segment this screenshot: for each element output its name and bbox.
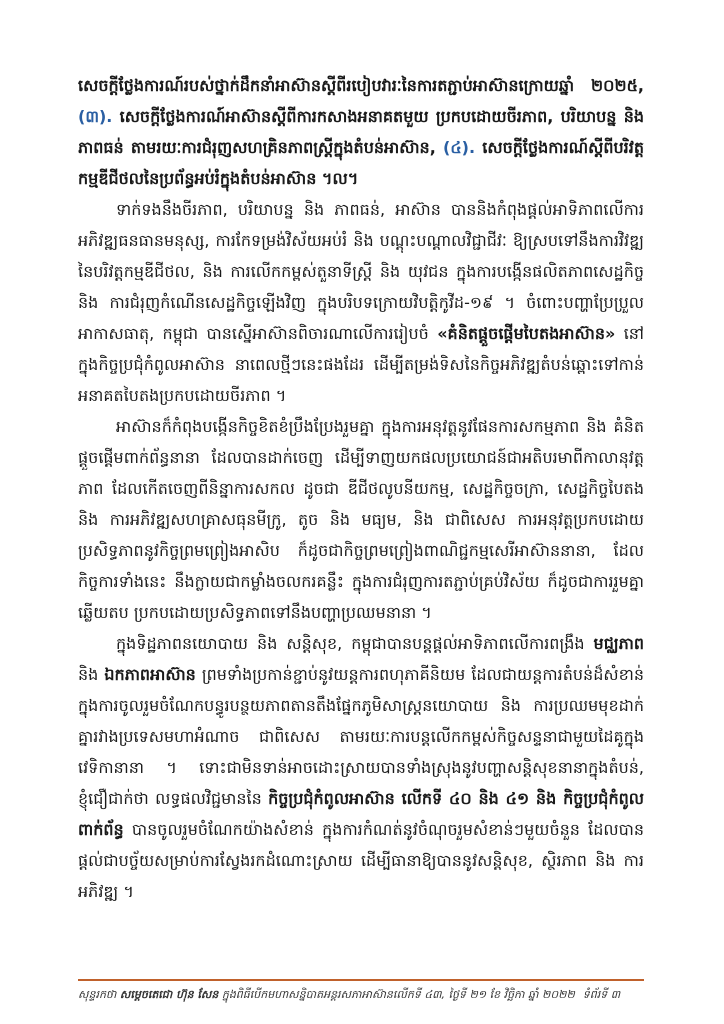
sustainability-text-1: ទាក់ទងនឹងចីរភាព, បរិយាបន្ន និង ភាពធន់, អាស៊ាន បាននិងកំពុងផ្តល់អាទិភាពលើការអភិវឌ្ឍធនធានមនុស្ស, ការកែទម្រង់វិស័យអប់រំ និង បណ្តុះបណ្តាលវិជ្ជាជីវៈ ឱ្យស្របទៅនឹងការវិវឌ្ឍនៃបរិវត្តកម្មឌីជីថល, និង ការលើកកម្ពស់តួនាទីស្ត្រី និង យុវជន ក្នុងការបង្កើនផលិតភាពសេដ្ឋកិច្ច និង ការជំរុញកំណើនសេដ្ឋកិច្ចឡើងវិញ ក្នុងបរិបទក្រោយវិបត្តិកូវីដ-១៩ ។ ចំពោះបញ្ហាប្រែប្រួលអាកាសធាតុ, កម្ពុជា បានស្នើអាស៊ានពិចារណាលើការរៀបចំ [78,200,644,343]
footer-prefix: សុន្ទរកថា [78,988,120,1001]
paragraph-politics-security [78,628,644,907]
asean-unity-term: ឯកភាពអាស៊ាន [104,665,196,684]
footer-divider [78,979,644,981]
paragraph-statements-list [78,70,644,194]
paragraph-economic-cooperation [78,411,644,628]
statement-women-entrepreneurship-text: សេចក្តីថ្លែងការណ៍អាស៊ានស្តីពីការកសាងអនាគតមួយ ប្រកបដោយចីរភាព, បរិយាបន្ន និង ភាពធន់ តាមរយៈការជំរុញសហគ្រិនភាពស្ត្រីក្នុងតំបន់អាស៊ាន, [78,107,644,157]
asean-centrality-term: មជ្ឈភាព [593,634,644,653]
sustainability-text-2: នៅក្នុងកិច្ចប្រជុំកំពូលអាស៊ាន នាពេលថ្មីៗនេះផងដែរ ដើម្បីតម្រង់ទិសនៃកិច្ចអភិវឌ្ឍតំបន់ឆ្ពោះទៅកាន់អនាគតបៃតងប្រកបដោយចីរភាព ។ [78,324,645,405]
footer-speaker: សម្តេចតេជោ ហ៊ុន សែន [119,988,219,1001]
politics-text-3: ព្រមទាំងប្រកាន់ខ្ជាប់នូវយន្តការពហុភាគីនិយម ដែលជាយន្តការតំបន់ដ៏សំខាន់ ក្នុងការចូលរួមចំណែកបន្ធូរបន្ថយភាពតានតឹងផ្នែកភូមិសាស្ត្រនយោបាយ និង ការប្រឈមមុខដាក់គ្នារវាងប្រទេសមហាអំណាច ជាពិសេស តាមរយៈការបន្តលើកកម្ពស់កិច្ចសន្ទនាជាមួយដៃគូក្នុងវេទិកានានា ។ ទោះជាមិនទាន់អាចដោះស្រាយបានទាំងស្រុងនូវបញ្ហាសន្តិសុខនានាក្នុងតំបន់, ខ្ញុំជឿជាក់ថា លទ្ធផលវិជ្ជមាននៃ [78,665,644,808]
item-number-4: (៤). [443,138,476,157]
document-body [78,70,644,965]
page-footer [78,987,644,1003]
item-number-3: (៣). [78,107,113,126]
page-number: ទំព័រទី ៣ [582,988,621,1001]
asean-green-initiative: «គំនិតផ្តួចផ្តើមបៃតងអាស៊ាន» [437,324,616,343]
asean-summit-reference: កិច្ចប្រជុំកំពូលអាស៊ាន លើកទី ៤០ និង ៤១ និង កិច្ចប្រជុំកំពូលពាក់ព័ន្ធ [78,789,644,839]
statement-connectivity-text: សេចក្តីថ្លែងការណ៍របស់ថ្នាក់ដឹកនាំអាស៊ានស្តីពីរបៀបវារៈនៃការតភ្ជាប់អាស៊ានក្រោយឆ្នាំ ២០២៥, [78,76,644,95]
politics-text-2: និង [78,665,105,684]
footer-event-text: ក្នុងពិធីបើកមហាសន្និបាតអន្តរសភាអាស៊ានលើកទី ៤៣, ថ្ងៃទី ២១ ខែ វិច្ឆិកា ឆ្នាំ ២០២២ [218,988,575,1001]
statement-digital-education-text: សេចក្តីថ្លែងការណ៍ស្តីពីបរិវត្តកម្មឌីជីថលនៃប្រព័ន្ធអប់រំក្នុងតំបន់អាស៊ាន ។ល។ [78,138,644,188]
politics-text-4: បានចូលរួមចំណែកយ៉ាងសំខាន់ ក្នុងការកំណត់នូវចំណុចរួមសំខាន់ៗមួយចំនួន ដែលបានផ្តល់ជាបច្ច័យសម្រាប់ការស្វែងរកដំណោះស្រាយ ដើម្បីធានាឱ្យបាននូវសន្តិសុខ, ស្ថិរភាព និង ការអភិវឌ្ឍ ។ [78,820,644,901]
politics-text-1: ក្នុងទិដ្ឋភាពនយោបាយ និង សន្តិសុខ, កម្ពុជាបានបន្តផ្តល់អាទិភាពលើការពង្រឹង [116,634,594,653]
economic-cooperation-text: អាស៊ានក៏កំពុងបង្កើនកិច្ចខិតខំប្រឹងប្រែងរួមគ្នា ក្នុងការអនុវត្តនូវផែនការសកម្មភាព និង គំនិតផ្តួចផ្តើមពាក់ព័ន្ធនានា ដែលបានដាក់ចេញ ដើម្បីទាញយកផលប្រយោជន៍ជាអតិបរមាពីកាលានុវត្តភាព ដែលកើតចេញពីនិន្នាការសកល ដូចជា ឌីជីថលូបនីយកម្ម, សេដ្ឋកិច្ចចក្រា, សេដ្ឋកិច្ចបៃតង និង ការអភិវឌ្ឍសហគ្រាសធុនមីក្រូ, តូច និង មធ្យម, និង ជាពិសេស ការអនុវត្តប្រកបដោយប្រសិទ្ធភាពនូវកិច្ចព្រមព្រៀងអាសិប ក៏ដូចជាកិច្ចព្រមព្រៀងពាណិជ្ជកម្មសេរីអាស៊ាននានា, ដែលកិច្ចការទាំងនេះ នឹងក្លាយជាកម្លាំងចលករគន្លឹះ ក្នុងការជំរុញការតភ្ជាប់គ្រប់វិស័យ ក៏ដូចជាការរួមគ្នាឆ្លើយតប ប្រកបដោយប្រសិទ្ធភាពទៅនឹងបញ្ហាប្រឈមនានា ។ [78,417,644,622]
paragraph-sustainability [78,194,644,411]
